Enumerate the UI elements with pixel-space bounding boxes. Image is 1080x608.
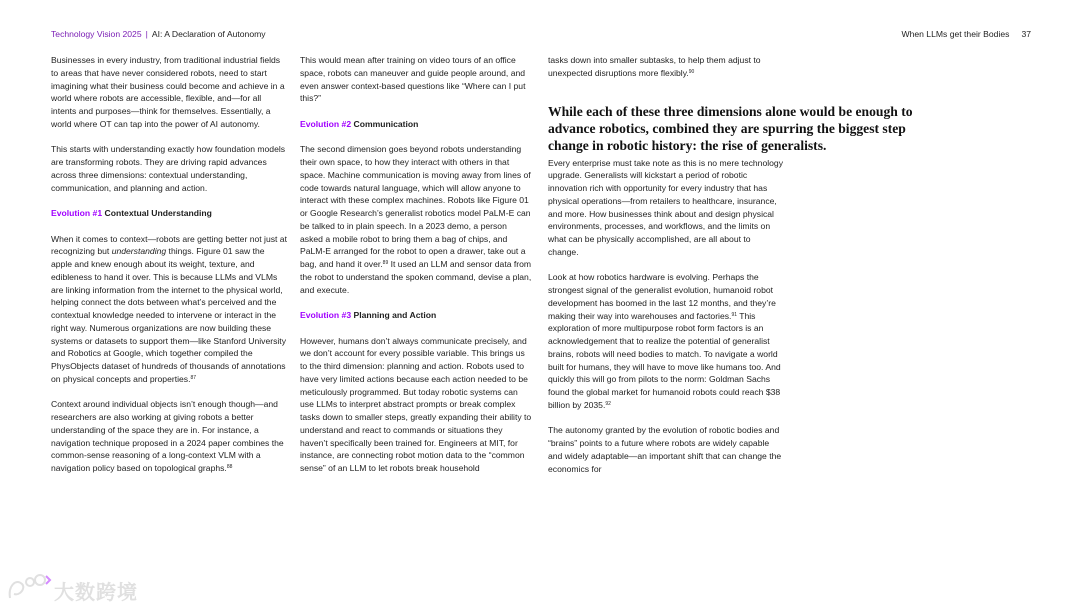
text-span: Context around individual objects isn’t enough though—and researchers are also working at giving robots a better understanding of the space they are in. For instance, a navigation technique proposed in a 2024 paper combines the common-sense reasoning of a long-context VLM with a navigation policy based on topological graphs. [51, 399, 284, 473]
heading-title: Planning and Action [353, 310, 437, 320]
heading-title: Contextual Understanding [104, 208, 212, 218]
paragraph [548, 54, 783, 80]
paragraph: Every enterprise must take note as this is no mere technology upgrade. Generalists will kickstart a period of robotic innovation rich with opportunity for every industry that has physical operations—from retailers to healthcare, insurance, and more. How businesses think about and design physical environments, processes, and workflows, and the limits on what can be physically accomplished, are all about to change. [548, 157, 784, 257]
report-subtitle: AI: A Declaration of Autonomy [151, 29, 266, 39]
footnote-ref[interactable]: 88 [226, 464, 233, 470]
evolution-label: Evolution #2 [300, 118, 352, 129]
text-span: It used an LLM and sensor data from the robot to understand the spoken command, devise a plan, and execute. [300, 259, 532, 295]
page-number: 37 [1021, 29, 1031, 39]
text-span: things. Figure 01 saw the apple and knew enough about its weight, texture, and edibleness to hand it over. This is because LLMs and VLMs are linking information from the internet to the physical world, helping connect the dots between what’s perceived and the contextual knowledge needed to intervene or interact in the right way. Numerous organizations are now building these systems or datasets to support them—like Stanford University and Robotics at Google, which together compiled the PhysObjects dataset of hundreds of thousands of annotations on physical concepts and properties. [51, 246, 286, 384]
column-3 [548, 54, 783, 488]
paragraph [548, 271, 783, 411]
paragraph: This starts with understanding exactly how foundation models are transforming robots. They are driving rapid advances across three dimensions: contextual understanding, communication, and planning and action. [51, 144, 286, 193]
paragraph: The autonomy granted by the evolution of robotic bodies and “brains” points to a future where robots are widely capable and widely adaptable—an important shift that can change the economics for [548, 425, 782, 474]
header-right [901, 29, 1031, 39]
footnote-ref[interactable]: 91 [731, 311, 737, 318]
footnote-ref[interactable]: 87 [190, 374, 197, 381]
text-span: tasks down into smaller subtasks, to help them adjust to unexpected disruptions more flexibly. [548, 55, 761, 78]
paragraph [51, 233, 287, 386]
section-heading-communication [300, 118, 532, 131]
paragraph [51, 398, 287, 475]
header-separator: | [145, 29, 148, 39]
paragraph [300, 143, 532, 296]
evolution-label: Evolution #3 [300, 310, 352, 320]
watermark [6, 572, 138, 604]
emphasis: understanding [111, 246, 167, 257]
section-heading-planning [300, 309, 532, 322]
pull-quote: While each of these three dimensions alone would be enough to advance robotics, combined they are spurring the biggest step change in robotic history: the rise of generalists. [548, 104, 913, 153]
page-header [51, 29, 1031, 43]
watermark-logo-icon [6, 572, 52, 602]
footnote-ref[interactable]: 90 [688, 68, 695, 75]
section-heading-contextual [51, 207, 287, 220]
evolution-label: Evolution #1 [51, 208, 103, 218]
watermark-text: 大数跨境 [54, 582, 138, 604]
text-span: When it comes to context—robots are getting better not just at recognizing but [51, 233, 287, 257]
paragraph: This would mean after training on video tours of an office space, robots can maneuver and guide people around, and even answer context-based questions like “Where can I put this?” [300, 55, 526, 104]
footnote-ref[interactable]: 89 [382, 260, 389, 266]
paragraph: Businesses in every industry, from traditional industrial fields to areas that have never considered robots, need to start imagining what their business could become and achieve in a world where robots are accessible, flexible, and—for all intents and purposes—think for themselves. Essentially, a world where OT can tap into the power of AI autonomy. [51, 55, 285, 129]
text-span: Look at how robotics hardware is evolving. Perhaps the strongest signal of the generalist evolution, humanoid robot development has boomed in the last 12 months, and they’re making their way into warehouses and factories. [548, 272, 776, 321]
column-1 [51, 54, 287, 488]
brand-title: Technology Vision 2025 [51, 29, 142, 39]
heading-title: Communication [353, 118, 419, 129]
column-2 [300, 54, 532, 488]
footnote-ref[interactable]: 92 [605, 400, 611, 407]
text-span: This exploration of more multipurpose robot form factors is an acknowledgement that to realize the potential of generalist brains, robots will need bodies to match. To navigate a world built for humans, they will have to move like humans too. And quickly this will go from pilots to the norm: Goldman Sachs found the global market for humanoid robots could reach $38 billion by 2035. [548, 310, 781, 410]
header-left [51, 29, 266, 39]
paragraph: However, humans don’t always communicate precisely, and we don’t account for every possible variable. This brings us to the third dimension: planning and action. Robots used to have very limited actions because each action needed to be meticulously programmed. But today robotic systems can use LLMs to interpret abstract prompts or break complex tasks down to smaller steps, greatly expanding their ability to understand and react to commands or situations they haven’t specifically been trained for. Engineers at MIT, for instance, are connecting robot motion data to the “common sense” of an LLM to let robots break household [300, 335, 532, 473]
section-title: When LLMs get their Bodies [901, 29, 1010, 39]
text-span: The second dimension goes beyond robots understanding their own space, to how they interact with others in that space. Machine communication is moving away from lines of code towards natural language, which will allow anyone to interact with these complex machines. Robots like Figure 01 or Google Research’s generalist robotics model PaLM-E can be talked to in plain speech. In a 2023 demo, a person asked a mobile robot to bring them a bag of chips, and PaLM-E arranged for the robot to open a drawer, take out a bag, and hand it over. [300, 144, 531, 269]
